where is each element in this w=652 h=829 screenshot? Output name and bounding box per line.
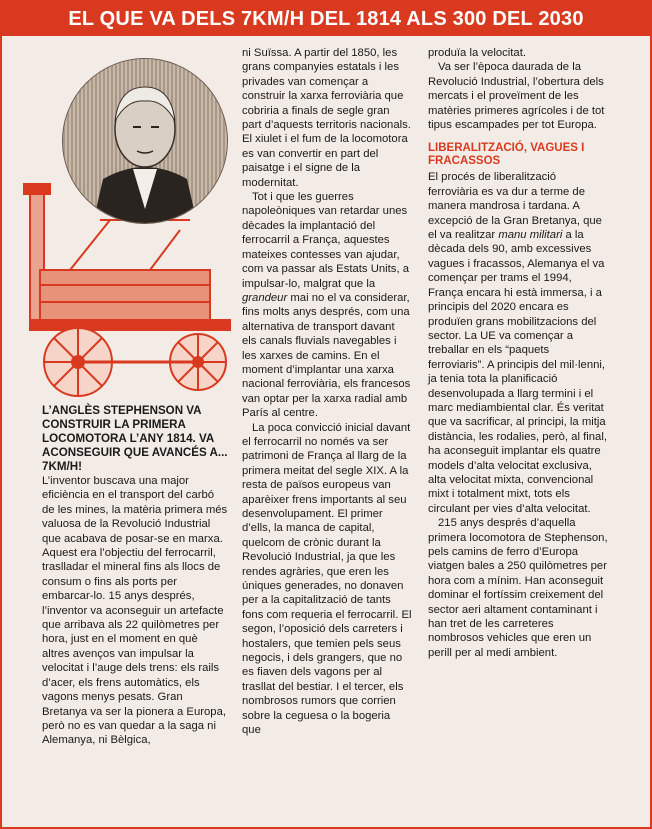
paragraph: L’inventor buscava una major eficiència en el transport del carbó de les mines, la matèria primera més valuosa de la Revolució Industrial que acabava de posar-se en marxa. Aquest era l’objectiu del ferrocarril, traslladar el mineral fins als llocs de consum o fins als ports per embarcar-lo. 15 anys després, l’inventor va aconseguir un artefacte que arribava als 22 quilòmetres per hora, just en el moment en què altres avenços van impulsar la velocitat i l’auge dels trens: els rails d’acer, els frens automàtics, els vagons menys pesats. Gran Bretanya va ser la pionera a Europa, però no es van quedar a la saga ni Alemanya, ni Bèlgica,	[42, 475, 228, 747]
section-subheading: LIBERALITZACIÓ, VAGUES I FRACASSOS	[428, 142, 585, 168]
paragraph: La poca convicció inicial davant el ferrocarril no només va ser patrimoni de França al llarg de la primera meitat del segle XIX. A la resta de països europeus van aparèixer frens importants al seu desenvolupament. El primer d’ells, la manca de capital, quelcom de crònic durant la Revolució Industrial, ja que les rendes agràries, que eren les úniques generades, no donaven per a la capitalització de tants fons com requeria el ferrocarril. El segon, l’oposició dels carreters i hostalers, que temien pels seus negocis, i dels grangers, que no es fiaven dels vagons per al trasllat del bestiar. I el tercer, els nombrosos rumors que corrien sobre la ceguesa o la bogeria que	[242, 421, 412, 737]
paragraph: 215 anys després d’aquella primera locomotora de Stephenson, pels camins de ferro d’Europa viatgen bales a 250 quilòmetres per hora com a mínim. Han aconseguit dominar el fortíssim creixement del sector aeri altament contaminant i han tret de les carreteres nombrosos vehicles que eren un perill per al medi ambient.	[428, 517, 608, 659]
paragraph: Tot i que les guerres napoleòniques van retardar unes dècades la implantació del ferrocarril a França, aquestes mateixes contesses van ajudar, com va passar als Estats Units, a impulsar-lo, malgrat que la grandeur mai no el va considerar, fins molts anys després, com una alternativa de transport davant els canals fluvials navegables i les xarxes de camins. En el moment d’implantar una xarxa nacional ferroviària, els francesos van optar per la xarxa radial amb París al centre.	[242, 191, 411, 420]
stephenson-portrait	[62, 58, 228, 224]
column-1	[42, 404, 228, 748]
column-3	[428, 46, 608, 660]
paragraph: Va ser l’època daurada de la Revolució Industrial, l’obertura dels mercats i el proveïment de les matèries primeres agrícoles i de tot tipus escampades per tot Europa.	[428, 61, 605, 132]
paragraph: El procés de liberalització ferroviària es va dur a terme de manera mandrosa i tardana. A excepció de la Gran Bretanya, que el va realitzar manu militari a la dècada dels 90, amb excessives vagues i fracassos, Alemanya el va començar per trams el 1994, França encara hi està immersa, i a principis del 2020 encara es produïen grans mobilitzacions del sector. La UE va començar a treballar en els “paquets ferroviaris”. A principis del mil·lenni, ja tenia tota la planificació desenvolupada a llarg termini i el marc mediambiental clar. És veritat que va sacrificar, al principi, la mitja distància, les rodalies, però, al final, ha aconseguit implantar els quatre models d’alta velocitat exclusiva, alta velocitat mixta, convencional mixt i totalment mixt, tots els circulant per vies d’alta velocitat.	[428, 171, 607, 515]
paragraph: produïa la velocitat.	[428, 47, 526, 59]
lead-heading: L’ANGLÈS STEPHENSON VA CONSTRUIR LA PRIMERA LOCOMOTORA L’ANY 1814. VA ACONSEGUIR QUE AVANCÉS A... 7KM/H!	[42, 404, 228, 473]
column-2	[242, 46, 412, 738]
paragraph: ni Suïssa. A partir del 1850, les grans companyies estatals i les privades van començar a construir la xarxa ferroviària que cobriria a finals de segle gran part d’aquests territoris nacionals. El xiulet i el fum de la locomotora es van convertir en part del paisatge i el signe de la modernitat.	[242, 47, 411, 189]
headline: EL QUE VA DELS 7KM/H DEL 1814 ALS 300 DEL 2030	[2, 2, 650, 36]
